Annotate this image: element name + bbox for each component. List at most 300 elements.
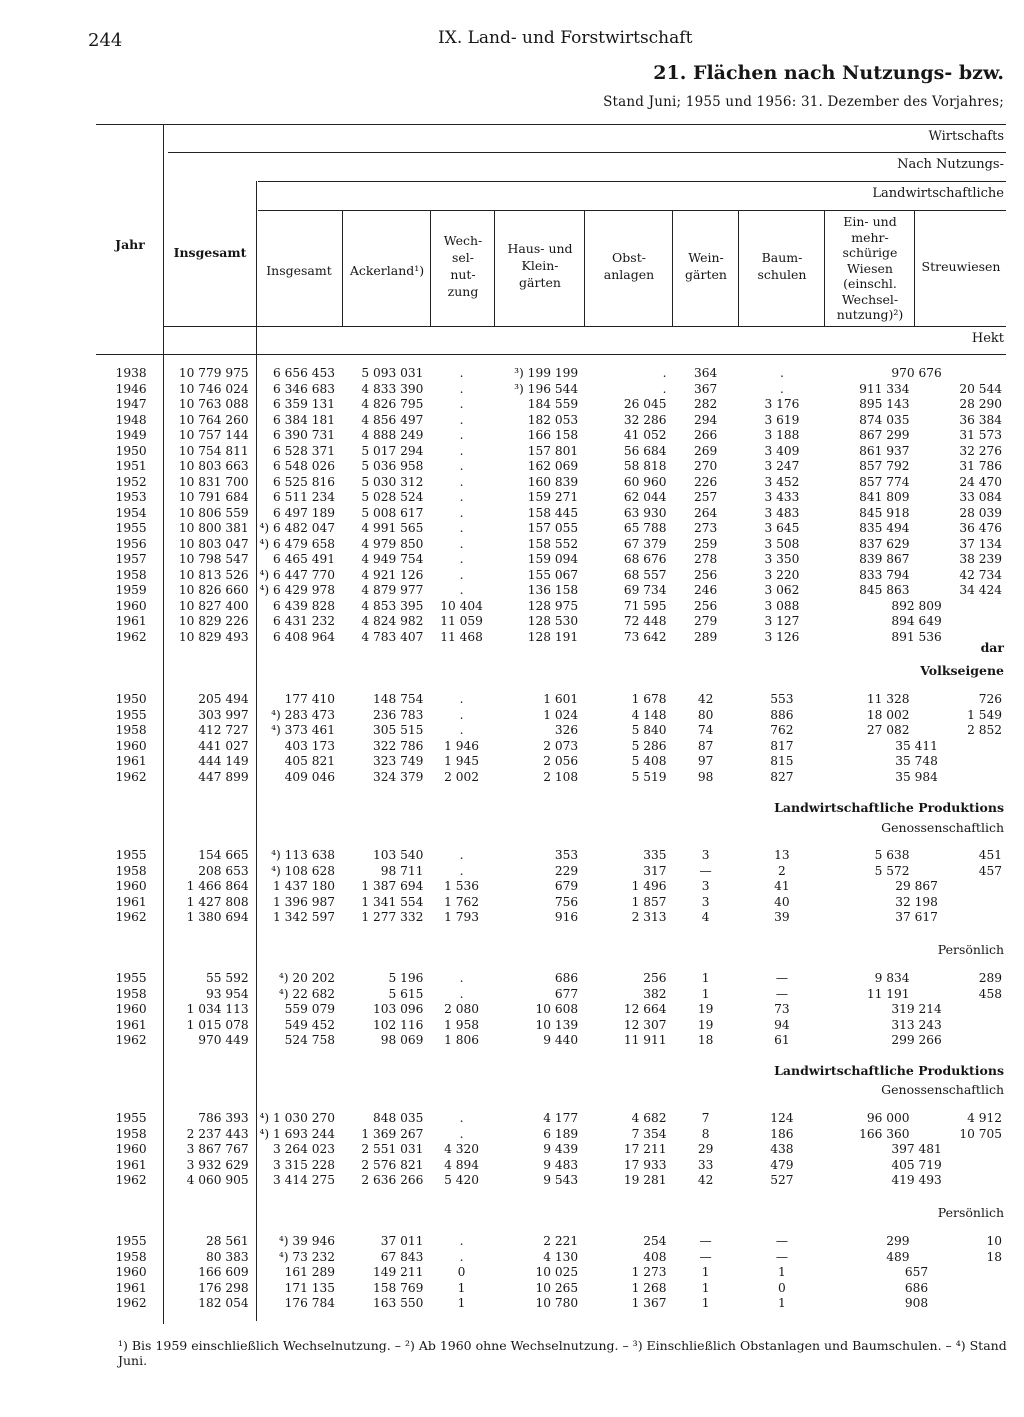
cell-obstanlagen: 12 664 bbox=[623, 1002, 667, 1016]
table-row bbox=[98, 490, 1008, 506]
col-wiesen: Ein- und mehr- schürige Wiesen (einschl. Wechsel- nutzung)²) bbox=[836, 214, 904, 322]
cell-wechselnutzung: . bbox=[459, 490, 464, 504]
cell-ackerland: 4 826 795 bbox=[361, 397, 424, 411]
cell-obstanlagen: 1 678 bbox=[631, 692, 667, 706]
cell-ackerland: 148 754 bbox=[373, 692, 424, 706]
cell-weingaerten: 264 bbox=[693, 505, 718, 520]
cell-ackerland: 158 769 bbox=[373, 1280, 424, 1295]
cell-total: 1 034 113 bbox=[186, 1002, 249, 1016]
table-row bbox=[98, 583, 1008, 599]
cell-ackerland: 98 711 bbox=[380, 863, 424, 878]
cell-baumschulen: 3 508 bbox=[764, 536, 800, 551]
table-row bbox=[98, 459, 1008, 475]
col-obstanlagen: Obst- anlagen bbox=[603, 250, 655, 282]
cell-wechselnutzung: . bbox=[459, 707, 464, 722]
cell-obstanlagen: 12 307 bbox=[623, 1017, 667, 1032]
cell-year: 1962 bbox=[115, 1033, 147, 1047]
cell-ackerland: 305 515 bbox=[373, 723, 424, 737]
cell-ackerland: 4 824 982 bbox=[361, 614, 424, 628]
header-group2: Nach Nutzungs- bbox=[897, 157, 1004, 172]
cell-ackerland: 324 379 bbox=[373, 769, 424, 784]
table-row bbox=[98, 444, 1008, 460]
cell-total: 10 806 559 bbox=[178, 505, 249, 520]
table-row bbox=[98, 895, 1008, 911]
cell-baumschulen: 479 bbox=[770, 1157, 794, 1172]
cell-wiesen: 11 328 bbox=[866, 692, 910, 706]
cell-total: 10 827 400 bbox=[178, 598, 249, 613]
table-row bbox=[98, 1234, 1008, 1250]
cell-weingaerten: — bbox=[699, 1234, 712, 1248]
cell-streuwiesen: 458 bbox=[978, 986, 1002, 1001]
cell-streuwiesen: 33 084 bbox=[959, 490, 1002, 504]
cell-total: 10 800 381 bbox=[178, 521, 249, 535]
cell-lw-total: 6 439 828 bbox=[273, 598, 336, 613]
cell-baumschulen: 3 220 bbox=[764, 567, 800, 582]
cell-wechselnutzung: . bbox=[459, 474, 464, 489]
header-unit: Hekt bbox=[971, 331, 1004, 346]
table-lpg2-persoenlich bbox=[98, 1234, 1008, 1312]
cell-total: 55 592 bbox=[206, 971, 249, 985]
cell-wiesen: 891 536 bbox=[891, 629, 942, 644]
cell-weingaerten: 269 bbox=[693, 443, 718, 458]
cell-year: 1962 bbox=[115, 629, 147, 644]
cell-streuwiesen: 10 705 bbox=[959, 1126, 1002, 1141]
table-row bbox=[98, 521, 1008, 537]
cell-wiesen: 5 638 bbox=[874, 848, 910, 862]
cell-wechselnutzung: . bbox=[459, 1126, 464, 1141]
col-baumschulen: Baum- schulen bbox=[757, 250, 807, 282]
cell-weingaerten: 279 bbox=[693, 614, 718, 628]
cell-wechselnutzung: . bbox=[459, 1234, 464, 1248]
cell-obstanlagen: 68 676 bbox=[623, 552, 667, 566]
cell-weingaerten: 226 bbox=[693, 474, 718, 489]
table-row bbox=[98, 366, 1008, 382]
cell-wechselnutzung: . bbox=[459, 583, 464, 597]
cell-obstanlagen: 254 bbox=[643, 1234, 667, 1248]
cell-baumschulen: 438 bbox=[770, 1142, 794, 1156]
cell-ackerland: 4 856 497 bbox=[361, 412, 424, 427]
col-divider-6 bbox=[672, 210, 673, 326]
section-genossenschaftlich-1: Genossenschaftlich bbox=[881, 820, 1004, 835]
cell-baumschulen: 3 188 bbox=[764, 428, 800, 442]
cell-wiesen: 27 082 bbox=[866, 723, 910, 737]
cell-lw-total: 6 408 964 bbox=[273, 629, 336, 644]
cell-baumschulen: 3 088 bbox=[764, 598, 800, 613]
table-row bbox=[98, 1173, 1008, 1189]
cell-lw-total: ⁴) 283 473 bbox=[271, 707, 336, 722]
cell-wiesen: 397 481 bbox=[891, 1142, 942, 1156]
cell-haus-kleingaerten: 159 094 bbox=[527, 552, 579, 566]
cell-ackerland: 67 843 bbox=[380, 1249, 424, 1264]
cell-total: 444 149 bbox=[198, 754, 249, 768]
cell-wechselnutzung: . bbox=[459, 521, 464, 535]
cell-ackerland: 37 011 bbox=[380, 1234, 424, 1248]
table-row bbox=[98, 723, 1008, 739]
header-bottom-rule bbox=[96, 354, 1006, 355]
cell-year: 1955 bbox=[115, 1111, 147, 1125]
cell-lw-total: 6 548 026 bbox=[273, 459, 336, 473]
cell-baumschulen: 815 bbox=[770, 754, 794, 768]
cell-baumschulen: 41 bbox=[774, 879, 790, 893]
cell-haus-kleingaerten: 4 130 bbox=[543, 1249, 579, 1264]
cell-weingaerten: 273 bbox=[693, 521, 718, 535]
cell-baumschulen: 124 bbox=[770, 1111, 794, 1125]
cell-wechselnutzung: 10 404 bbox=[440, 598, 483, 613]
cell-weingaerten: 270 bbox=[693, 459, 718, 473]
table-row bbox=[98, 1296, 1008, 1312]
cell-haus-kleingaerten: 159 271 bbox=[527, 490, 579, 504]
cell-haus-kleingaerten: 9 439 bbox=[543, 1142, 579, 1156]
cell-weingaerten: 74 bbox=[697, 723, 714, 737]
header-rule-cols bbox=[258, 210, 1006, 211]
table-row bbox=[98, 568, 1008, 584]
cell-baumschulen: 553 bbox=[770, 692, 794, 706]
cell-wechselnutzung: . bbox=[459, 536, 464, 551]
cell-ackerland: 98 069 bbox=[380, 1033, 424, 1047]
table-row bbox=[98, 413, 1008, 429]
cell-lw-total: ⁴) 6 447 770 bbox=[259, 567, 336, 582]
cell-lw-total: 6 525 816 bbox=[273, 474, 336, 489]
cell-baumschulen: 0 bbox=[778, 1280, 786, 1295]
cell-haus-kleingaerten: 128 975 bbox=[527, 598, 579, 613]
cell-haus-kleingaerten: 677 bbox=[554, 986, 579, 1001]
cell-baumschulen: 3 433 bbox=[764, 490, 800, 504]
cell-ackerland: 4 949 754 bbox=[361, 552, 424, 566]
cell-haus-kleingaerten: 353 bbox=[554, 848, 579, 862]
table-row bbox=[98, 537, 1008, 553]
cell-weingaerten: 98 bbox=[697, 769, 714, 784]
table-row bbox=[98, 1142, 1008, 1158]
cell-wiesen: 96 000 bbox=[866, 1111, 910, 1125]
cell-wiesen: 657 bbox=[904, 1265, 929, 1279]
cell-baumschulen: 1 bbox=[778, 1265, 786, 1279]
col-wechselnutzung: Wech- sel- nut- zung bbox=[443, 233, 483, 299]
cell-streuwiesen: 18 bbox=[986, 1249, 1002, 1264]
cell-streuwiesen: 726 bbox=[978, 692, 1002, 706]
cell-total: 80 383 bbox=[206, 1249, 249, 1264]
cell-haus-kleingaerten: 2 073 bbox=[543, 738, 579, 753]
cell-ackerland: 102 116 bbox=[373, 1017, 424, 1032]
cell-obstanlagen: 1 496 bbox=[631, 879, 667, 893]
cell-weingaerten: 3 bbox=[701, 848, 710, 862]
cell-obstanlagen: 256 bbox=[643, 971, 667, 985]
table-row bbox=[98, 599, 1008, 615]
cell-wiesen: 319 214 bbox=[891, 1002, 942, 1016]
cell-wiesen: 895 143 bbox=[859, 397, 910, 411]
cell-haus-kleingaerten: 155 067 bbox=[527, 567, 579, 582]
cell-lw-total: ⁴) 6 429 978 bbox=[259, 583, 336, 597]
cell-total: 10 803 047 bbox=[178, 536, 249, 551]
table-row bbox=[98, 1111, 1008, 1127]
cell-total: 10 791 684 bbox=[178, 490, 249, 504]
cell-obstanlagen: 4 682 bbox=[631, 1111, 667, 1125]
cell-ackerland: 103 540 bbox=[373, 848, 424, 862]
cell-lw-total: 524 758 bbox=[284, 1033, 336, 1047]
cell-haus-kleingaerten: 128 191 bbox=[527, 629, 579, 644]
cell-lw-total: 409 046 bbox=[284, 769, 336, 784]
cell-lw-total: ⁴) 1 030 270 bbox=[259, 1111, 336, 1125]
cell-total: 10 829 493 bbox=[178, 629, 249, 644]
cell-lw-total: ⁴) 6 482 047 bbox=[259, 521, 336, 535]
cell-haus-kleingaerten: 157 055 bbox=[527, 521, 579, 535]
cell-year: 1946 bbox=[115, 381, 147, 396]
cell-obstanlagen: 5 519 bbox=[631, 769, 667, 784]
cell-weingaerten: 289 bbox=[693, 629, 718, 644]
cell-total: 10 829 226 bbox=[178, 614, 249, 628]
cell-ackerland: 163 550 bbox=[373, 1296, 424, 1310]
cell-wechselnutzung: 4 320 bbox=[444, 1142, 479, 1156]
table-lpg2-genossenschaftlich bbox=[98, 1111, 1008, 1189]
cell-wiesen: 35 748 bbox=[895, 754, 938, 768]
cell-total: 970 449 bbox=[198, 1033, 249, 1047]
cell-year: 1961 bbox=[115, 1280, 147, 1295]
cell-ackerland: 2 576 821 bbox=[361, 1157, 424, 1172]
cell-ackerland: 5 196 bbox=[388, 971, 424, 985]
cell-obstanlagen: 5 286 bbox=[631, 738, 667, 753]
col-ackerland: Ackerland¹) bbox=[349, 263, 425, 278]
cell-obstanlagen: 17 933 bbox=[623, 1157, 667, 1172]
cell-baumschulen: — bbox=[775, 1249, 789, 1264]
table-main bbox=[98, 366, 1008, 645]
cell-streuwiesen: 24 470 bbox=[959, 474, 1002, 489]
cell-wechselnutzung: 1 958 bbox=[444, 1017, 479, 1032]
cell-baumschulen: — bbox=[775, 1234, 789, 1248]
cell-streuwiesen: 36 476 bbox=[959, 521, 1002, 535]
cell-ackerland: 149 211 bbox=[373, 1265, 424, 1279]
cell-wiesen: 313 243 bbox=[891, 1017, 942, 1032]
cell-wechselnutzung: 2 002 bbox=[444, 769, 479, 784]
cell-wechselnutzung: . bbox=[459, 443, 464, 458]
cell-obstanlagen: 71 595 bbox=[623, 598, 667, 613]
cell-baumschulen: 886 bbox=[770, 707, 794, 722]
cell-haus-kleingaerten: 1 024 bbox=[543, 707, 579, 722]
cell-weingaerten: — bbox=[699, 1249, 712, 1264]
cell-wiesen: 405 719 bbox=[891, 1157, 942, 1172]
cell-haus-kleingaerten: 2 108 bbox=[543, 769, 579, 784]
cell-ackerland: 1 341 554 bbox=[361, 894, 424, 909]
col-streuwiesen: Streuwiesen bbox=[921, 259, 1001, 274]
table-row bbox=[98, 739, 1008, 755]
cell-total: 1 466 864 bbox=[186, 879, 249, 893]
cell-ackerland: 4 783 407 bbox=[361, 629, 424, 644]
cell-total: 166 609 bbox=[198, 1265, 249, 1279]
cell-ackerland: 4 879 977 bbox=[361, 583, 424, 597]
cell-streuwiesen: 451 bbox=[978, 848, 1002, 862]
cell-weingaerten: 29 bbox=[697, 1142, 714, 1156]
cell-obstanlagen: 41 052 bbox=[623, 428, 667, 442]
cell-year: 1958 bbox=[115, 986, 147, 1001]
cell-total: 1 380 694 bbox=[186, 910, 249, 924]
cell-year: 1952 bbox=[115, 474, 147, 489]
cell-wiesen: 32 198 bbox=[895, 894, 938, 909]
cell-obstanlagen: 67 379 bbox=[623, 536, 667, 551]
cell-obstanlagen: 62 044 bbox=[623, 490, 667, 504]
cell-haus-kleingaerten: 182 053 bbox=[527, 412, 579, 427]
cell-baumschulen: 3 452 bbox=[764, 474, 800, 489]
table-subtitle: Stand Juni; 1955 und 1956: 31. Dezember des Vorjahres; bbox=[603, 94, 1004, 110]
table-lpg1-persoenlich bbox=[98, 971, 1008, 1049]
cell-wechselnutzung: . bbox=[459, 1249, 464, 1264]
cell-wechselnutzung: 1 536 bbox=[444, 879, 479, 893]
cell-ackerland: 5 028 524 bbox=[361, 490, 424, 504]
cell-lw-total: 171 135 bbox=[284, 1280, 336, 1295]
cell-year: 1962 bbox=[115, 769, 147, 784]
cell-total: 10 757 144 bbox=[178, 428, 249, 442]
table-row bbox=[98, 754, 1008, 770]
cell-wiesen: 419 493 bbox=[891, 1173, 942, 1187]
cell-streuwiesen: 36 384 bbox=[959, 412, 1002, 427]
cell-year: 1958 bbox=[115, 863, 147, 878]
section-genossenschaftlich-2: Genossenschaftlich bbox=[881, 1082, 1004, 1097]
cell-obstanlagen: 60 960 bbox=[623, 474, 667, 489]
cell-year: 1961 bbox=[115, 1017, 147, 1032]
cell-obstanlagen: 382 bbox=[643, 986, 667, 1001]
cell-lw-total: 1 437 180 bbox=[273, 879, 336, 893]
cell-obstanlagen: 58 818 bbox=[623, 459, 667, 473]
table-row bbox=[98, 848, 1008, 864]
cell-weingaerten: 19 bbox=[697, 1002, 714, 1016]
col-divider-7 bbox=[738, 210, 739, 326]
cell-year: 1950 bbox=[115, 692, 147, 706]
cell-streuwiesen: 31 786 bbox=[959, 459, 1002, 473]
cell-total: 10 831 700 bbox=[178, 474, 249, 489]
table-row bbox=[98, 864, 1008, 880]
cell-wiesen: 857 792 bbox=[859, 459, 910, 473]
cell-haus-kleingaerten: 10 265 bbox=[535, 1280, 579, 1295]
cell-baumschulen: 39 bbox=[774, 910, 790, 924]
cell-weingaerten: 266 bbox=[693, 428, 718, 442]
section-lpg1: Landwirtschaftliche Produktions bbox=[774, 800, 1004, 815]
cell-haus-kleingaerten: 128 530 bbox=[527, 614, 579, 628]
cell-wechselnutzung: 1 806 bbox=[444, 1033, 479, 1047]
cell-year: 1955 bbox=[115, 707, 147, 722]
section-lpg2: Landwirtschaftliche Produktions bbox=[774, 1063, 1004, 1078]
cell-haus-kleingaerten: 2 056 bbox=[543, 754, 579, 768]
cell-wiesen: 841 809 bbox=[859, 490, 910, 504]
cell-weingaerten: 282 bbox=[693, 397, 718, 411]
cell-ackerland: 5 030 312 bbox=[361, 474, 424, 489]
cell-year: 1959 bbox=[115, 583, 147, 597]
cell-wechselnutzung: . bbox=[459, 848, 464, 862]
cell-weingaerten: 367 bbox=[693, 381, 718, 396]
cell-streuwiesen: 4 912 bbox=[967, 1111, 1002, 1125]
cell-ackerland: 5 093 031 bbox=[361, 366, 424, 380]
cell-weingaerten: 246 bbox=[693, 583, 718, 597]
col-insgesamt: Insgesamt bbox=[173, 245, 247, 260]
cell-weingaerten: 19 bbox=[697, 1017, 714, 1032]
cell-streuwiesen: 28 039 bbox=[959, 505, 1002, 520]
cell-streuwiesen: 42 734 bbox=[959, 567, 1002, 582]
chapter-title: IX. Land- und Forstwirtschaft bbox=[438, 28, 693, 48]
cell-weingaerten: 294 bbox=[693, 412, 718, 427]
cell-wechselnutzung: . bbox=[459, 986, 464, 1001]
cell-year: 1960 bbox=[115, 879, 147, 893]
cell-wechselnutzung: . bbox=[459, 505, 464, 520]
cell-year: 1960 bbox=[115, 1265, 147, 1279]
cell-lw-total: 6 656 453 bbox=[273, 366, 336, 380]
cell-weingaerten: 364 bbox=[693, 366, 718, 380]
cell-haus-kleingaerten: 160 839 bbox=[527, 474, 579, 489]
cell-lw-total: 3 414 275 bbox=[273, 1173, 336, 1187]
cell-lw-total: 6 465 491 bbox=[273, 552, 336, 566]
cell-weingaerten: 1 bbox=[701, 986, 710, 1001]
cell-lw-total: ⁴) 1 693 244 bbox=[259, 1126, 336, 1141]
cell-lw-total: 176 784 bbox=[284, 1296, 336, 1310]
header-top-rule bbox=[96, 124, 1006, 125]
footnote: ¹) Bis 1959 einschließlich Wechselnutzung. – ²) Ab 1960 ohne Wechselnutzung. – ³) Einschließlich Obstanlagen und Baumschulen. – ⁴) Stand Juni. bbox=[118, 1338, 1007, 1368]
cell-obstanlagen: . bbox=[662, 366, 667, 380]
table-row bbox=[98, 428, 1008, 444]
cell-ackerland: 5 017 294 bbox=[361, 443, 424, 458]
cell-weingaerten: 33 bbox=[697, 1157, 714, 1172]
cell-ackerland: 1 369 267 bbox=[361, 1126, 424, 1141]
table-row bbox=[98, 1002, 1008, 1018]
cell-streuwiesen: 289 bbox=[978, 971, 1002, 985]
cell-lw-total: 3 315 228 bbox=[273, 1157, 336, 1172]
table-row bbox=[98, 552, 1008, 568]
section-volkseigene: Volkseigene bbox=[920, 663, 1004, 678]
cell-lw-total: ⁴) 20 202 bbox=[278, 971, 336, 985]
cell-baumschulen: 2 bbox=[778, 863, 786, 878]
cell-weingaerten: 42 bbox=[697, 692, 714, 706]
cell-lw-total: ⁴) 39 946 bbox=[278, 1234, 336, 1248]
cell-total: 154 665 bbox=[198, 848, 249, 862]
table-row bbox=[98, 692, 1008, 708]
cell-obstanlagen: 1 857 bbox=[631, 894, 667, 909]
cell-total: 447 899 bbox=[198, 769, 249, 784]
cell-year: 1955 bbox=[115, 1234, 147, 1248]
cell-lw-total: 177 410 bbox=[284, 692, 336, 706]
section-persoenlich-1: Persönlich bbox=[937, 942, 1004, 957]
cell-total: 10 754 811 bbox=[178, 443, 249, 458]
cell-wechselnutzung: 4 894 bbox=[444, 1157, 479, 1172]
cell-lw-total: 549 452 bbox=[284, 1017, 336, 1032]
cell-lw-total: 6 431 232 bbox=[273, 614, 336, 628]
cell-baumschulen: 3 126 bbox=[764, 629, 800, 644]
cell-total: 3 867 767 bbox=[186, 1142, 249, 1156]
cell-streuwiesen: 32 276 bbox=[959, 443, 1002, 458]
cell-obstanlagen: 65 788 bbox=[623, 521, 667, 535]
cell-ackerland: 2 551 031 bbox=[361, 1142, 424, 1156]
cell-haus-kleingaerten: 158 445 bbox=[527, 505, 579, 520]
cell-wiesen: 35 411 bbox=[895, 738, 938, 753]
cell-total: 176 298 bbox=[198, 1280, 249, 1295]
col-weingaerten: Wein- gärten bbox=[685, 250, 727, 282]
col-divider-3 bbox=[430, 210, 431, 326]
cell-baumschulen: 3 619 bbox=[764, 412, 800, 427]
cell-year: 1960 bbox=[115, 1142, 147, 1156]
cell-lw-total: 405 821 bbox=[284, 754, 336, 768]
cell-haus-kleingaerten: 10 608 bbox=[535, 1002, 579, 1016]
cell-year: 1938 bbox=[115, 366, 147, 380]
cell-haus-kleingaerten: 10 780 bbox=[535, 1296, 579, 1310]
cell-lw-total: ⁴) 373 461 bbox=[271, 723, 336, 737]
cell-year: 1958 bbox=[115, 1249, 147, 1264]
table-row bbox=[98, 630, 1008, 646]
cell-streuwiesen: 10 bbox=[986, 1234, 1002, 1248]
cell-wechselnutzung: . bbox=[459, 459, 464, 473]
cell-wechselnutzung: . bbox=[459, 428, 464, 442]
table-row bbox=[98, 1265, 1008, 1281]
cell-wiesen: 835 494 bbox=[859, 521, 910, 535]
cell-year: 1961 bbox=[115, 894, 147, 909]
cell-total: 303 997 bbox=[198, 707, 249, 722]
cell-wiesen: 908 bbox=[904, 1296, 929, 1310]
cell-ackerland: 2 636 266 bbox=[361, 1173, 424, 1187]
cell-baumschulen: 527 bbox=[770, 1173, 794, 1187]
cell-year: 1953 bbox=[115, 490, 147, 504]
cell-obstanlagen: 19 281 bbox=[623, 1173, 667, 1187]
